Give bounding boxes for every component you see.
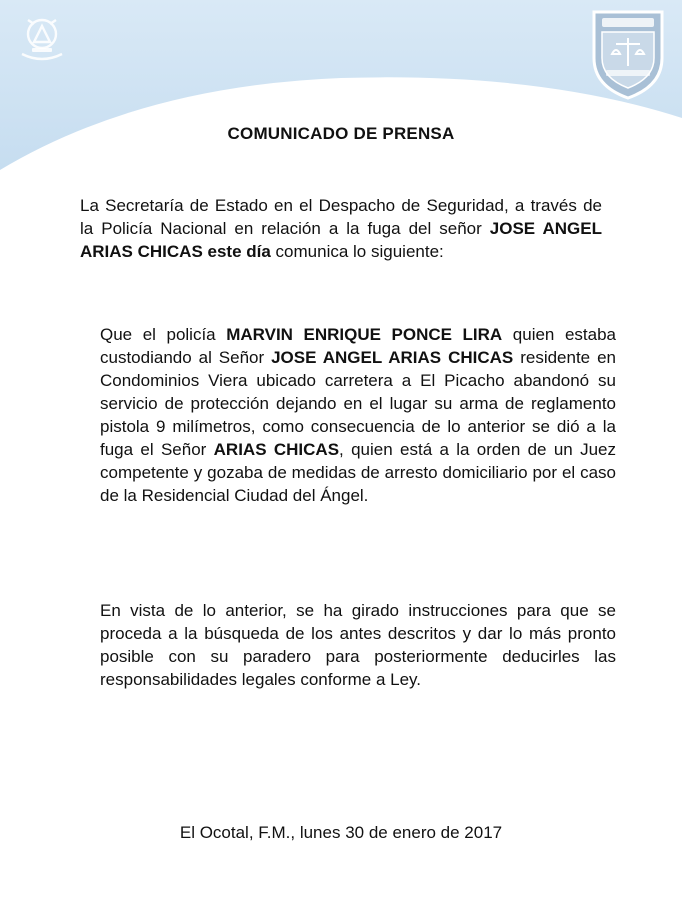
intro-text-b: comunica lo siguiente: bbox=[270, 242, 444, 261]
detail-text-b: quien estaba custodiando al Señor bbox=[100, 325, 616, 367]
detail-bold-officer: MARVIN ENRIQUE PONCE LIRA bbox=[226, 325, 503, 344]
detail-bold-surname: ARIAS CHICAS bbox=[213, 440, 340, 459]
closing-paragraph: En vista de lo anterior, se ha girado instrucciones para que se proceda a la búsqueda de los antes descritos y dar lo más pronto posible con su paradero para posteriormente deducirles las responsabilidades legales conforme a Ley. bbox=[100, 601, 616, 689]
date-line: El Ocotal, F.M., lunes 30 de enero de 2017 bbox=[179, 823, 503, 842]
detail-text-d: , quien está a la orden de un Juez competente y gozaba de medidas de arresto domiciliario por el caso de la Residencial Ciudad del Ángel. bbox=[100, 440, 616, 505]
detail-text-c: residente en Condominios Viera ubicado carretera a El Picacho abandonó su servicio de protección dejando en el lugar su arma de reglamento pistola 9 milímetros, como consecuencia de lo anterior se dió a la fuga el Señor bbox=[100, 348, 616, 459]
detail-paragraph bbox=[100, 323, 616, 507]
header-band bbox=[0, 0, 682, 175]
detail-text-a: Que el policía bbox=[100, 325, 227, 344]
intro-bold-name: JOSE ANGEL ARIAS CHICAS este día bbox=[80, 219, 602, 261]
intro-paragraph bbox=[80, 194, 602, 263]
police-shield-icon bbox=[588, 8, 668, 100]
detail-bold-fugitive: JOSE ANGEL ARIAS CHICAS bbox=[271, 348, 514, 367]
intro-text-a: La Secretaría de Estado en el Despacho de Seguridad, a través de la Policía Nacional en relación a la fuga del señor bbox=[80, 196, 602, 238]
page-title: COMUNICADO DE PRENSA bbox=[227, 124, 455, 143]
honduras-government-emblem-icon bbox=[12, 8, 72, 68]
